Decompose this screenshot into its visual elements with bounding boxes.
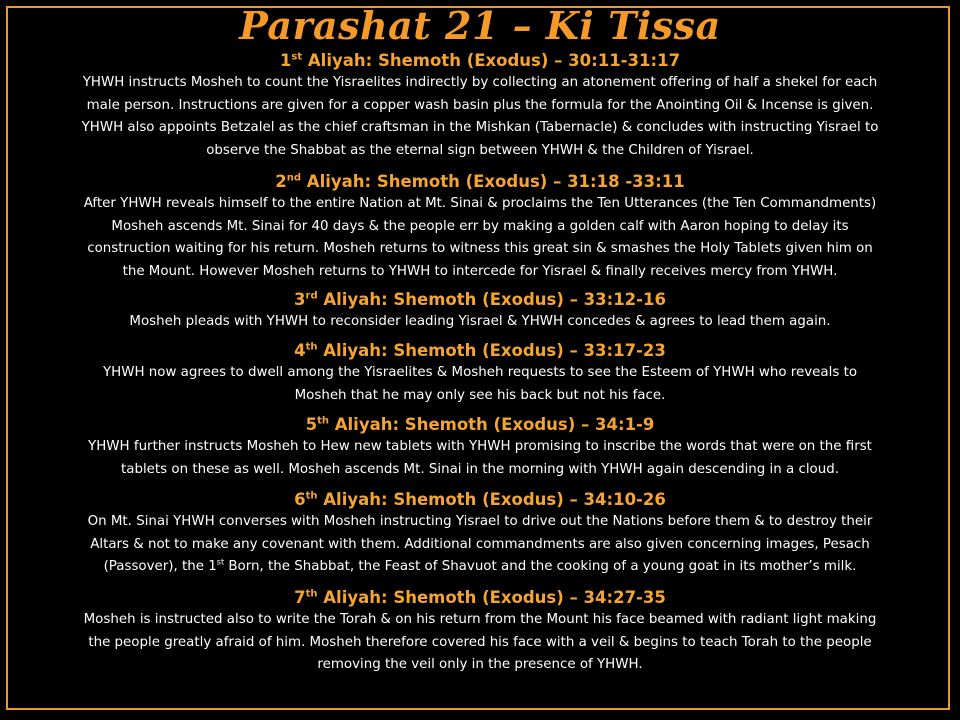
aliyah-ordinal-suffix: rd [305,290,318,302]
aliyah-heading [16,289,944,311]
ordinal-suffix: st [216,557,225,567]
aliyah-ordinal: 7 [294,588,306,607]
aliyah-section [16,289,944,334]
aliyah-section [16,414,944,481]
aliyah-ordinal: 3 [294,290,306,309]
aliyah-book: Exodus [489,290,557,309]
description-line: YHWH now agrees to dwell among the Yisraelites & Mosheh requests to see the Esteem of YHWH who reveals to [102,365,858,380]
close-paren: ) [567,415,576,434]
description-line: YHWH instructs Mosheh to count the Yisraelites indirectly by collecting an atonement offering of half a shekel for each [82,75,878,90]
aliyah-book: Exodus [474,51,541,70]
aliyah-reference: – 33:17-23 [563,341,666,360]
description-line: (Passover), the 1st Born, the Shabbat, the Feast of Shavuot and the cooking of a young goat in its mother’s milk. [103,557,857,575]
description-line: the Mount. However Mosheh returns to YHWH to intercede for Yisrael & finally receives mercy from YHWH. [122,263,838,279]
aliyah-heading [16,171,944,193]
aliyah-ordinal-suffix: nd [286,172,302,184]
close-paren: ) [540,51,549,70]
aliyah-book: Exodus [473,172,540,191]
open-paren: ( [465,172,474,191]
aliyah-ordinal: 6 [294,490,306,509]
open-paren: ( [482,588,490,607]
aliyah-ordinal-suffix: th [305,490,318,502]
close-paren: ) [556,490,564,509]
open-paren: ( [482,290,490,309]
aliyah-heading [16,50,944,72]
aliyah-ordinal-suffix: st [291,51,303,63]
aliyah-section [16,489,944,579]
aliyah-section [16,587,944,677]
description-line: observe the Shabbat as the eternal sign between YHWH & the Children of Yisrael. [206,142,754,158]
aliyah-label: Aliyah: Shemoth [334,415,494,434]
open-paren: ( [466,51,475,70]
description-line: male person. Instructions are given for a copper wash basin plus the formula for the Anointing Oil & Incense is given. [86,97,874,113]
aliyah-ordinal-suffix: th [305,341,318,353]
close-paren: ) [556,588,564,607]
aliyah-heading [16,414,944,436]
aliyah-section [16,340,944,407]
description-line: Mosheh pleads with YHWH to reconsider leading Yisrael & YHWH concedes & agrees to lead them again. [129,314,831,329]
aliyah-section [16,171,944,283]
aliyah-description [16,511,944,579]
aliyah-reference: – 33:12-16 [563,290,666,309]
aliyah-section [16,50,944,162]
aliyah-label: Aliyah: Shemoth [323,341,483,360]
aliyah-description [16,72,944,162]
aliyah-reference: – 34:10-26 [563,490,666,509]
aliyah-description [16,193,944,283]
description-line: the people greatly afraid of him. Mosheh therefore covered his face with a veil & begins to teach Torah to the people [88,634,872,650]
aliyah-reference: – 34:27-35 [563,588,666,607]
description-line: Altars & not to make any covenant with them. Additional commandments are also given concerning images, Pesach [90,536,870,552]
description-line: On Mt. Sinai YHWH converses with Mosheh instructing Yisrael to drive out the Nations before them & to destroy their [87,514,873,529]
aliyah-description [16,436,944,481]
aliyah-reference: – 34:1-9 [575,415,655,434]
aliyah-description [16,311,944,334]
aliyah-label: Aliyah: Shemoth [307,51,467,70]
aliyah-label: Aliyah: Shemoth [306,172,466,191]
close-paren: ) [539,172,548,191]
aliyah-description [16,362,944,407]
description-line: tablets on these as well. Mosheh ascends Mt. Sinai in the morning with YHWH again descending in a cloud. [121,461,839,477]
aliyah-ordinal: 2 [275,172,287,191]
aliyah-ordinal: 4 [294,341,306,360]
description-line: YHWH also appoints Betzalel as the chief craftsman in the Mishkan (Tabernacle) & concludes with instructing Yisrael to [81,120,879,136]
description-line: removing the veil only in the presence of YHWH. [317,657,643,673]
aliyah-heading [16,340,944,362]
description-line: construction waiting for his return. Mosheh returns to witness this great sin & smashes the Holy Tablets given him on [87,241,873,257]
aliyah-ordinal-suffix: th [305,588,318,600]
aliyah-book: Exodus [501,415,568,434]
aliyah-ordinal-suffix: th [317,415,329,427]
aliyah-book: Exodus [489,490,557,509]
aliyah-reference: – 30:11-31:17 [548,51,681,70]
description-line: Mosheh ascends Mt. Sinai for 40 days & the people err by making a golden calf with Aaron hoping to delay its [111,218,849,234]
aliyah-ordinal: 1 [279,51,292,70]
open-paren: ( [493,415,502,434]
aliyah-ordinal: 5 [305,415,318,434]
aliyah-reference: – 31:18 -33:11 [547,172,685,191]
page-title: Parashat 21 – Ki Tissa [239,3,721,48]
aliyah-label: Aliyah: Shemoth [323,490,483,509]
aliyah-label: Aliyah: Shemoth [323,290,483,309]
open-paren: ( [482,490,490,509]
aliyah-heading [16,587,944,609]
description-line: Mosheh that he may only see his back but not his face. [294,387,666,403]
description-line: YHWH further instructs Mosheh to Hew new tablets with YHWH promising to inscribe the words that were on the first [88,439,872,454]
aliyah-label: Aliyah: Shemoth [323,588,483,607]
close-paren: ) [556,290,564,309]
description-line: Mosheh is instructed also to write the Torah & on his return from the Mount his face beamed with radiant light making [83,612,877,627]
aliyah-book: Exodus [489,341,557,360]
description-line: After YHWH reveals himself to the entire Nation at Mt. Sinai & proclaims the Ten Utterances (the Ten Commandments) [83,196,877,211]
aliyah-heading [16,489,944,511]
aliyah-book: Exodus [489,588,557,607]
open-paren: ( [482,341,490,360]
aliyah-description [16,609,944,677]
close-paren: ) [556,341,564,360]
